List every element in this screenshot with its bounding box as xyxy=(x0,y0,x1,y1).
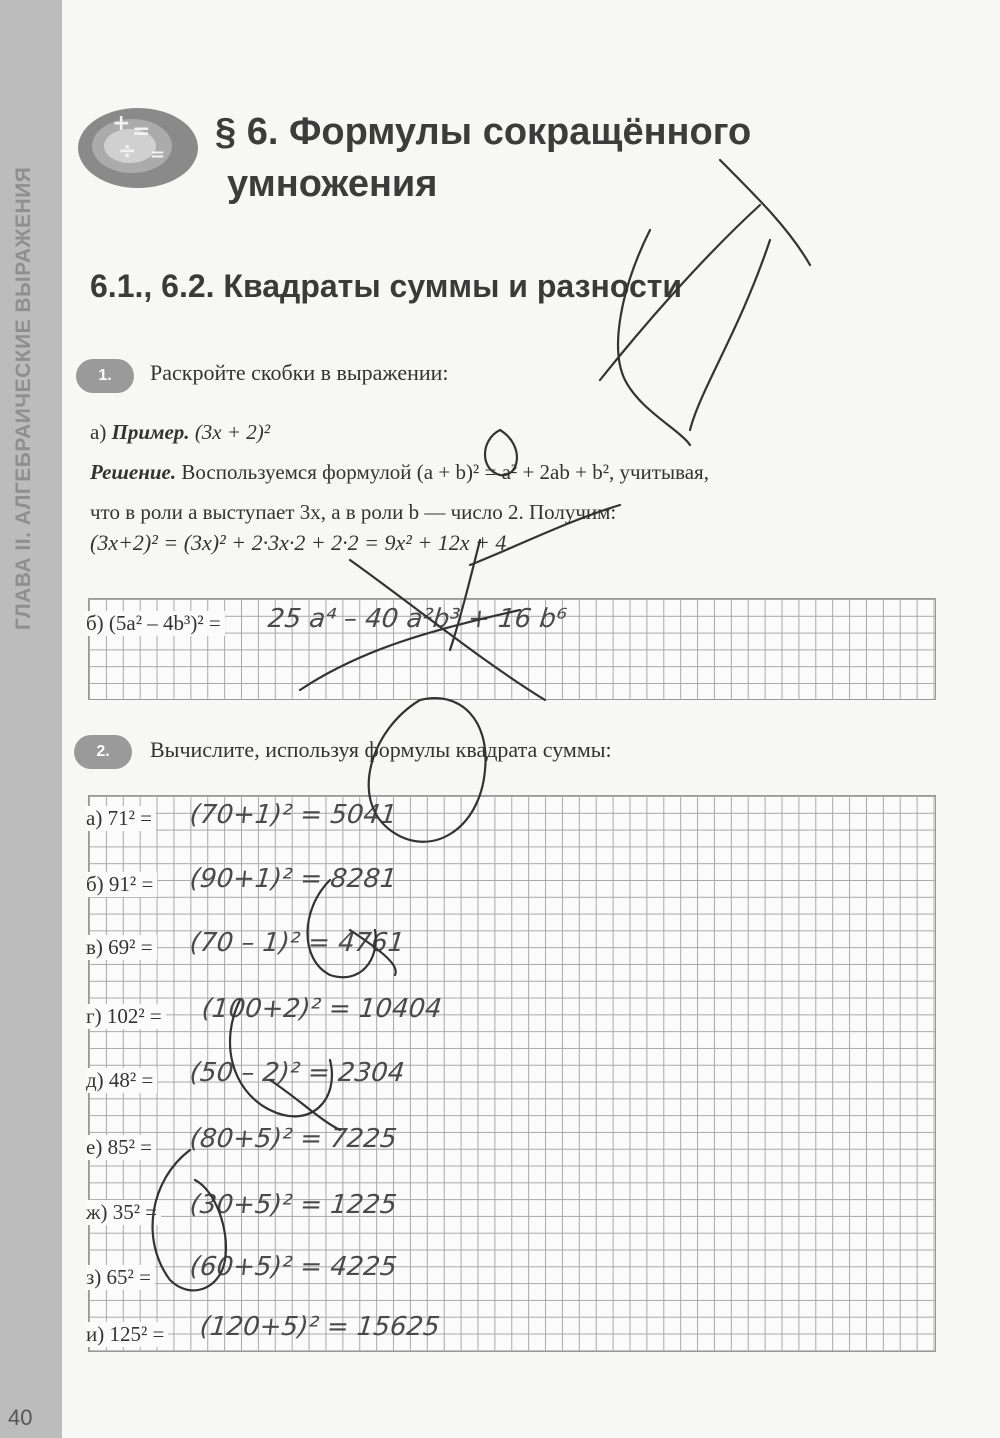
example-label: Пример. xyxy=(111,420,190,444)
solution-label: Решение. xyxy=(90,460,177,484)
task-2-row-answer: (60+5)² = 4225 xyxy=(188,1252,399,1282)
task-1-badge: 1. xyxy=(76,359,134,393)
task-2-row-answer: (100+2)² = 10404 xyxy=(200,994,444,1024)
svg-text:÷: ÷ xyxy=(118,139,137,164)
task-2-row-answer: (50 – 2)² = 2304 xyxy=(188,1058,406,1088)
task-2-row-label: г) 102² = xyxy=(86,1004,166,1029)
task-2-row-answer: (30+5)² = 1225 xyxy=(188,1190,399,1220)
svg-text:+: + xyxy=(112,111,131,136)
task-2-row-label: и) 125² = xyxy=(86,1322,168,1347)
task-2-badge: 2. xyxy=(74,735,132,769)
solution-line-2: что в роли a выступает 3x, а в роли b — число 2. Получим: xyxy=(90,500,617,524)
paragraph-title xyxy=(215,106,751,210)
task-2-row-answer: (70 – 1)² = 4761 xyxy=(188,928,406,958)
title-line-1: § 6. Формулы сокращённого xyxy=(215,111,752,153)
chapter-sidebar xyxy=(0,0,62,1438)
solution-line-3: (3x+2)² = (3x)² + 2·3x·2 + 2·2 = 9x² + 12x + 4. xyxy=(90,530,512,555)
title-line-2: умножения xyxy=(227,163,438,205)
task-2-row-label: в) 69² = xyxy=(86,935,157,960)
task-2-row-answer: (70+1)² = 5041 xyxy=(188,800,399,830)
task-2-row-label: д) 48² = xyxy=(86,1068,157,1093)
task-1-solution xyxy=(90,460,709,485)
solution-text: Воспользуемся формулой (a + b)² = a² + 2ab + b², учитывая, xyxy=(181,460,709,484)
task-2-text: Вычислите, используя формулы квадрата суммы: xyxy=(150,737,612,762)
math-symbols-logo-icon xyxy=(72,96,212,196)
svg-text:=: = xyxy=(150,144,166,165)
task-2-row-answer: (90+1)² = 8281 xyxy=(188,864,399,894)
task-2-row-label: а) 71² = xyxy=(86,806,156,831)
task-1b-label: б) (5a² – 4b³)² = xyxy=(86,611,225,636)
example-expression: (3x + 2)² xyxy=(194,420,271,444)
task-2-row-answer: (80+5)² = 7225 xyxy=(188,1124,399,1154)
task-2-row-label: б) 91² = xyxy=(86,872,157,897)
task-2-row-answer: (120+5)² = 15625 xyxy=(198,1312,442,1342)
task-1b-answer: 25 a⁴ – 40 a²b³ + 16 b⁶ xyxy=(266,604,569,634)
example-prefix: а) xyxy=(90,420,107,444)
section-title: 6.1., 6.2. Квадраты суммы и разности xyxy=(90,268,683,304)
chapter-title: ГЛАВА II. АЛГЕБРАИЧЕСКИЕ ВЫРАЖЕНИЯ xyxy=(12,166,35,630)
task-2-row-label: е) 85² = xyxy=(86,1135,156,1160)
task-1-text: Раскройте скобки в выражении: xyxy=(150,360,449,385)
page-number: 40 xyxy=(8,1405,33,1430)
svg-text:=: = xyxy=(132,119,151,144)
task-1-example xyxy=(90,420,270,445)
task-2-row-label: ж) 35² = xyxy=(86,1200,161,1225)
task-2-row-label: з) 65² = xyxy=(86,1265,155,1290)
